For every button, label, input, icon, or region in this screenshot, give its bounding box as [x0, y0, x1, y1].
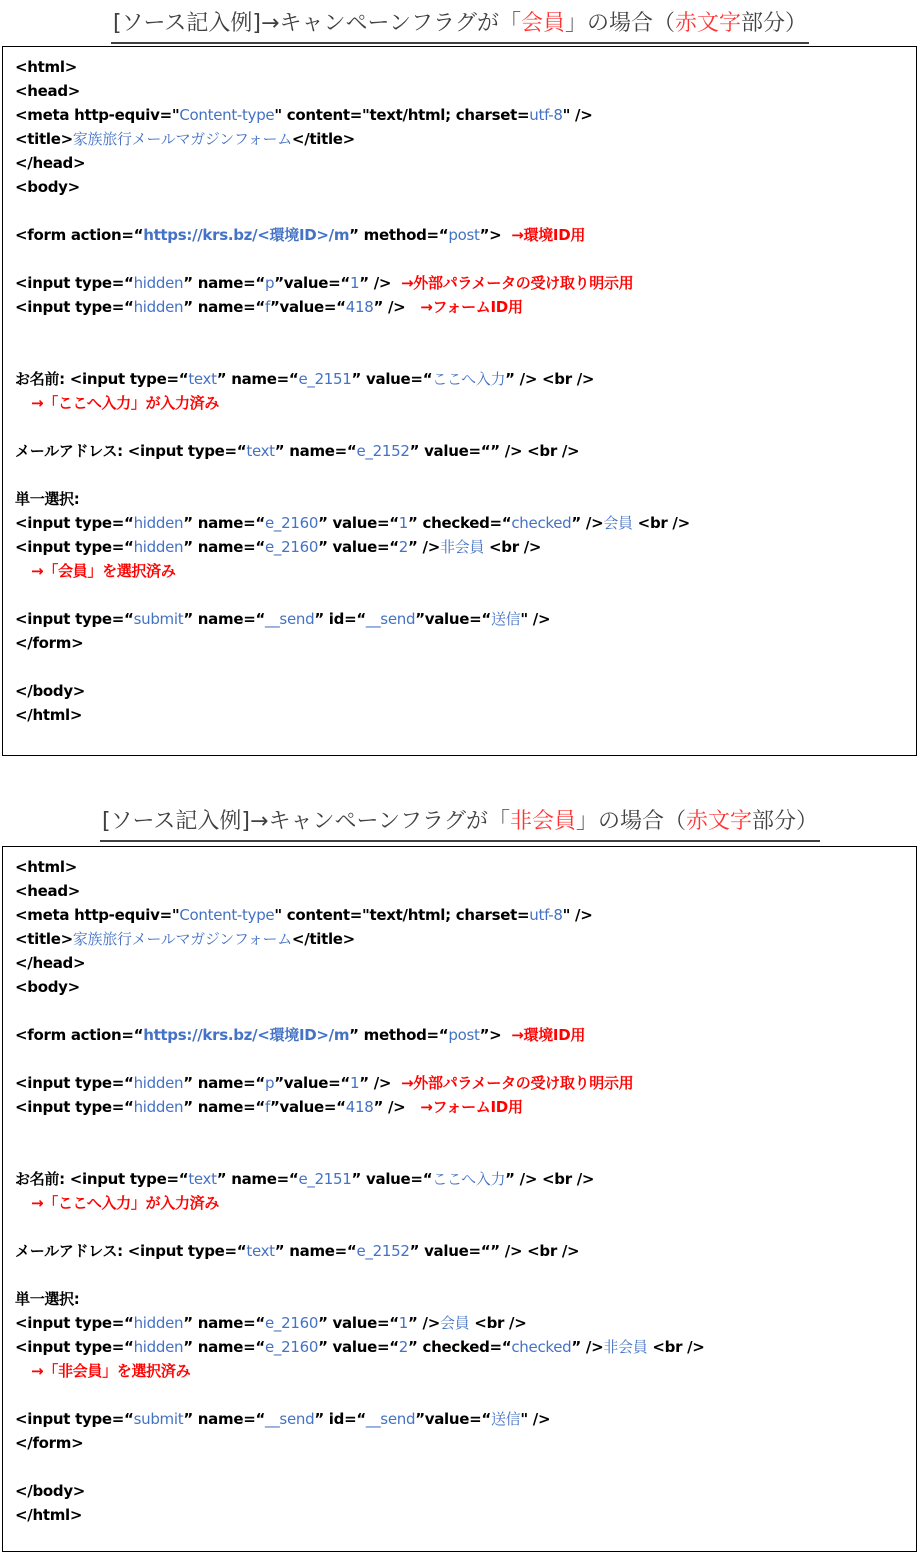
- note-name-filled: →「ここへ入力」が入力済み: [31, 1194, 220, 1212]
- code-line-radio-1: <input type=“hidden” name=“e_2160” value=“1” checked=“checked” />会員 <br />: [15, 514, 690, 532]
- code-line-form: <form action=“https://krs.bz/<環境ID>/m” method=“post”> →環境ID用: [15, 1026, 586, 1044]
- code-line-input-p: <input type=“hidden” name=“p”value=“1” /> →外部パラメータの受け取り明示用: [15, 274, 634, 292]
- code-line-meta: <meta http-equiv="Content-type" content="text/html; charset=utf-8" />: [15, 906, 593, 924]
- code-line-title: <title>家族旅行メールマガジンフォーム</title>: [15, 930, 355, 948]
- code-line-single-select: 単一選択:: [15, 1290, 80, 1308]
- code-line-input-mail: メールアドレス: <input type=“text” name=“e_2152” value=“” /> <br />: [15, 442, 580, 460]
- code-line-body-close: </body>: [15, 1482, 86, 1500]
- title-prefix: [ソース記入例]→キャンペーンフラグが「: [112, 11, 521, 36]
- code-line-body-open: <body>: [15, 178, 80, 196]
- title-mid: 」の場合（: [576, 809, 687, 834]
- code-line-body-close: </body>: [15, 682, 86, 700]
- code-line-form-close: </form>: [15, 1434, 84, 1452]
- title-red-word: 赤文字: [675, 11, 742, 36]
- section-1-code-box: [2, 46, 917, 756]
- code-line-submit: <input type=“submit” name=“__send” id=“__send”value=“送信" />: [15, 610, 551, 628]
- note-external-param: →外部パラメータの受け取り明示用: [401, 1074, 634, 1092]
- section-1-title: [0, 4, 920, 44]
- code-line-head-open: <head>: [15, 82, 81, 100]
- code-line-input-f: <input type=“hidden” name=“f”value=“418” /> →フォームID用: [15, 298, 523, 316]
- note-selected: →「会員」を選択済み: [31, 562, 176, 580]
- code-line-head-close: </head>: [15, 954, 86, 972]
- title-flag: 会員: [521, 11, 566, 36]
- code-line-input-mail: メールアドレス: <input type=“text” name=“e_2152” value=“” /> <br />: [15, 1242, 580, 1260]
- code-line-input-name: お名前: <input type=“text” name=“e_2151” value=“ここへ入力” /> <br />: [15, 370, 595, 388]
- title-suffix: 部分）: [741, 11, 808, 36]
- code-line-body-open: <body>: [15, 978, 80, 996]
- code-line-submit: <input type=“submit” name=“__send” id=“__send”value=“送信" />: [15, 1410, 551, 1428]
- code-line-title: <title>家族旅行メールマガジンフォーム</title>: [15, 130, 355, 148]
- code-line-single-select: 単一選択:: [15, 490, 80, 508]
- code-line-input-name: お名前: <input type=“text” name=“e_2151” value=“ここへ入力” /> <br />: [15, 1170, 595, 1188]
- title-prefix: [ソース記入例]→キャンペーンフラグが「: [101, 809, 510, 834]
- note-form-id: →フォームID用: [420, 1098, 523, 1116]
- note-env-id: →環境ID用: [511, 1026, 586, 1044]
- section-2-title: [0, 802, 920, 842]
- code-line-input-p: <input type=“hidden” name=“p”value=“1” /> →外部パラメータの受け取り明示用: [15, 1074, 634, 1092]
- title-red-word: 赤文字: [686, 809, 753, 834]
- note-selected: →「非会員」を選択済み: [31, 1362, 191, 1380]
- code-line-html-close: </html>: [15, 1506, 83, 1524]
- note-name-filled: →「ここへ入力」が入力済み: [31, 394, 220, 412]
- code-line-head-open: <head>: [15, 882, 81, 900]
- code-line-html-open: <html>: [15, 58, 77, 76]
- code-line-html-close: </html>: [15, 706, 83, 724]
- code-line-head-close: </head>: [15, 154, 86, 172]
- code-line-radio-1: <input type=“hidden” name=“e_2160” value=“1” />会員 <br />: [15, 1314, 527, 1332]
- code-line-form: <form action=“https://krs.bz/<環境ID>/m” method=“post”> →環境ID用: [15, 226, 586, 244]
- note-form-id: →フォームID用: [420, 298, 523, 316]
- note-external-param: →外部パラメータの受け取り明示用: [401, 274, 634, 292]
- code-line-meta: <meta http-equiv="Content-type" content="text/html; charset=utf-8" />: [15, 106, 593, 124]
- section-2-code-box: [2, 846, 917, 1552]
- code-line-radio-2: <input type=“hidden” name=“e_2160” value=“2” />非会員 <br />: [15, 538, 542, 556]
- title-flag: 非会員: [510, 809, 577, 834]
- title-mid: 」の場合（: [565, 11, 676, 36]
- note-env-id: →環境ID用: [511, 226, 586, 244]
- code-line-form-close: </form>: [15, 634, 84, 652]
- code-line-radio-2: <input type=“hidden” name=“e_2160” value=“2” checked=“checked” />非会員 <br />: [15, 1338, 705, 1356]
- title-suffix: 部分）: [752, 809, 819, 834]
- code-line-html-open: <html>: [15, 858, 77, 876]
- code-line-input-f: <input type=“hidden” name=“f”value=“418” /> →フォームID用: [15, 1098, 523, 1116]
